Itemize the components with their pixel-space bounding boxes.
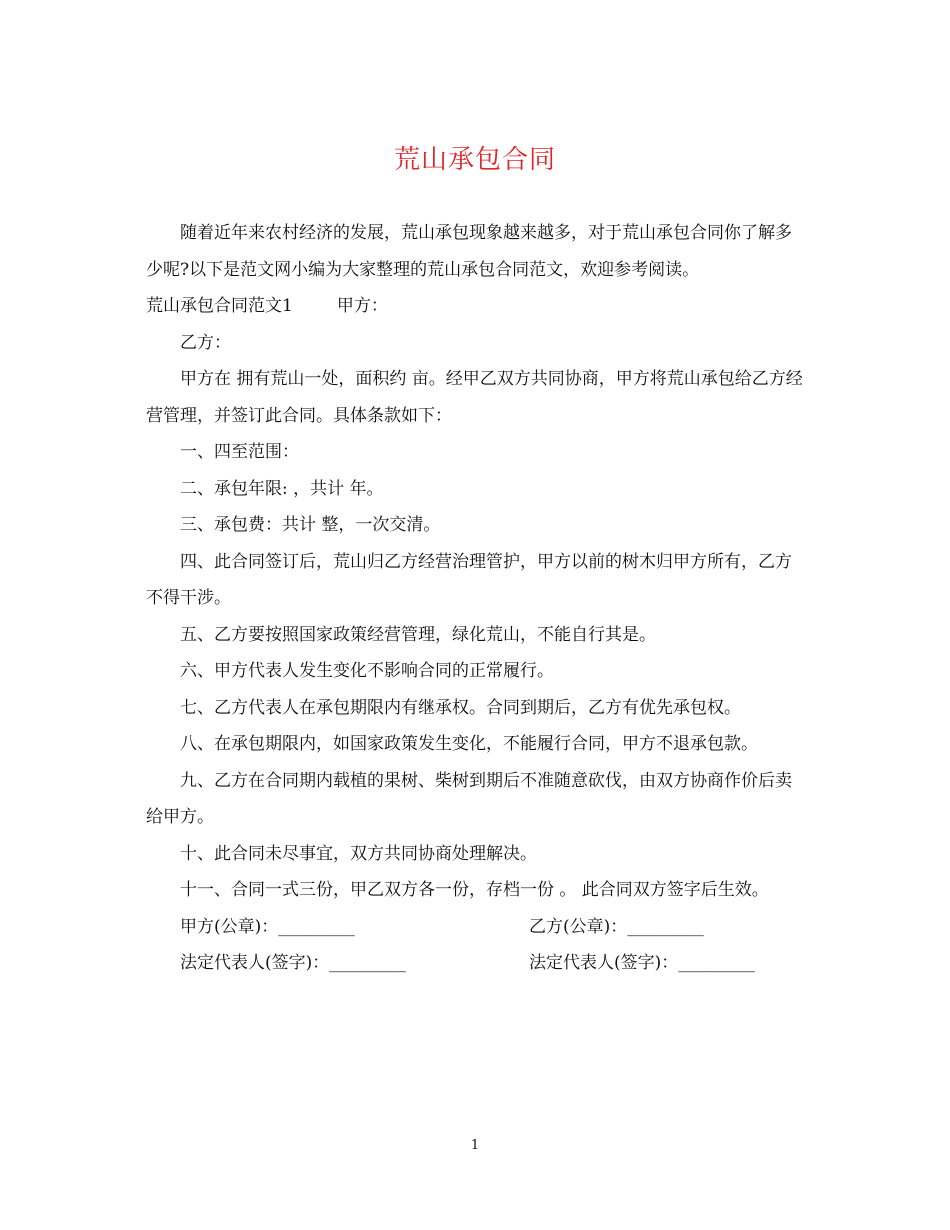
document-title: 荒山承包合同 bbox=[393, 145, 556, 175]
party-b-seal-line: 乙方(公章)：_________ bbox=[529, 916, 704, 937]
clause-8: 八、在承包期限内，如国家政策发生变化，不能履行合同，甲方不退承包款。 bbox=[180, 734, 758, 754]
clause-11: 十一、合同一式三份，甲乙双方各一份，存档一份 。 此合同双方签字后生效。 bbox=[180, 880, 769, 900]
page-number: 1 bbox=[470, 1138, 480, 1153]
clause-2: 二、承包年限: ，共计 年。 bbox=[180, 478, 384, 499]
clause-3: 三、承包费：共计 整，一次交清。 bbox=[180, 515, 441, 535]
seal-signature-row bbox=[146, 909, 806, 946]
sample-heading: 荒山承包合同范文1 bbox=[146, 296, 293, 316]
representative-signature-row bbox=[146, 945, 806, 982]
party-b-representative-line: 法定代表人(签字)：_________ bbox=[529, 953, 755, 973]
clause-6: 六、甲方代表人发生变化不影响合同的正常履行。 bbox=[180, 661, 554, 681]
clause-10: 十、此合同未尽事宜，双方共同协商处理解决。 bbox=[180, 843, 537, 864]
clause-7: 七、乙方代表人在承包期限内有继承权。合同到期后，乙方有优先承包权。 bbox=[180, 697, 741, 718]
sample-heading-line bbox=[146, 288, 806, 325]
party-b-label: 乙方： bbox=[180, 332, 231, 353]
clause-1: 一、四至范围： bbox=[180, 442, 299, 462]
party-a-representative-line: 法定代表人(签字)：_________ bbox=[180, 953, 406, 973]
party-a-label: 甲方： bbox=[336, 296, 388, 316]
preamble-paragraph: 甲方在 拥有荒山一处，面积约 亩。经甲乙双方共同协商，甲方将荒山承包给乙方经营管理，并签订此合同。具体条款如下： bbox=[146, 369, 803, 426]
clause-9: 九、乙方在合同期内载植的果树、柴树到期后不准随意砍伐，由双方协商作价后卖给甲方。 bbox=[146, 770, 792, 827]
document-body bbox=[146, 215, 806, 982]
clause-4: 四、此合同签订后，荒山归乙方经营治理管护，甲方以前的树木归甲方所有，乙方不得干涉。 bbox=[146, 551, 792, 608]
intro-paragraph: 随着近年来农村经济的发展，荒山承包现象越来越多，对于荒山承包合同你了解多少呢?以下是范文网小编为大家整理的荒山承包合同范文，欢迎参考阅读。 bbox=[146, 223, 792, 280]
party-a-seal-line: 甲方(公章)：_________ bbox=[180, 916, 355, 937]
clause-5: 五、乙方要按照国家政策经营管理，绿化荒山，不能自行其是。 bbox=[180, 624, 656, 645]
